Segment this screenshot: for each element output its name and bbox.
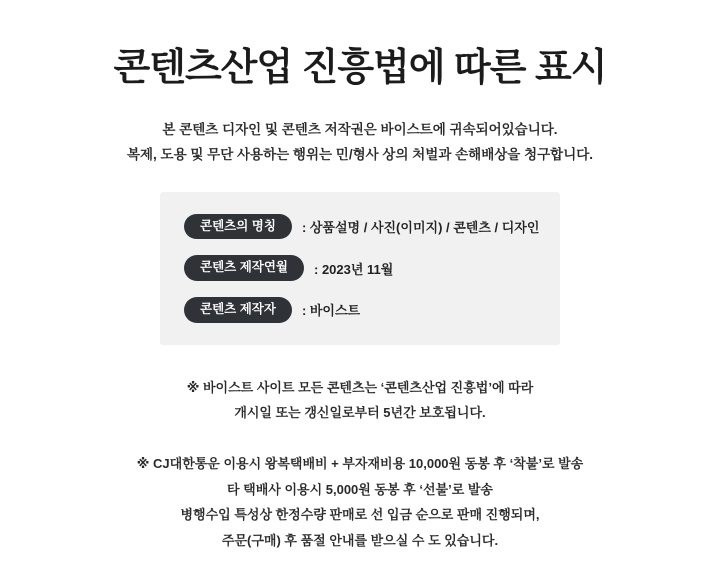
info-value-name: : 상품설명 / 사진(이미지) / 콘텐츠 / 디자인 (301, 219, 540, 235)
intro-line-1: 본 콘텐츠 디자인 및 콘텐츠 저작권은 바이스트에 귀속되어있습니다. (162, 121, 558, 137)
info-value-date: : 2023년 11월 (314, 261, 394, 277)
copyright-note (187, 375, 534, 426)
copyright-note-line-1: ※ 바이스트 사이트 모든 콘텐츠는 ‘콘텐츠산업 진흥법’에 따라 (186, 379, 534, 395)
info-label-author: 콘텐츠 제작자 (184, 297, 292, 323)
shipping-note (137, 451, 583, 552)
intro-line-2: 복제, 도용 및 무단 사용하는 행위는 민/형사 상의 처벌과 손해배상을 청구합니다. (126, 146, 594, 162)
info-row-author (160, 297, 560, 323)
info-label-name: 콘텐츠의 명칭 (184, 214, 292, 240)
info-label-date: 콘텐츠 제작연월 (184, 255, 304, 281)
page-title: 콘텐츠산업 진흥법에 따른 표시 (113, 47, 607, 89)
info-row-name (160, 214, 560, 240)
copyright-note-line-2: 개시일 또는 갱신일로부터 5년간 보호됩니다. (234, 405, 486, 421)
intro-text (127, 118, 593, 168)
shipping-note-line-1: ※ CJ대한통운 이용시 왕복택배비 + 부자재비용 10,000원 동봉 후 ‘착불’로 발송 (136, 456, 584, 472)
shipping-note-line-2: 타 택배사 이용시 5,000원 동봉 후 ‘선불’로 발송 (227, 481, 493, 497)
info-value-author: : 바이스트 (301, 303, 361, 319)
content-info-box (160, 192, 560, 345)
shipping-note-line-4: 주문(구매) 후 품절 안내를 받으실 수 도 있습니다. (221, 532, 499, 548)
shipping-note-line-3: 병행수입 특성상 한정수량 판매로 선 입금 순으로 판매 진행되며, (180, 507, 540, 523)
info-row-date (160, 255, 560, 281)
